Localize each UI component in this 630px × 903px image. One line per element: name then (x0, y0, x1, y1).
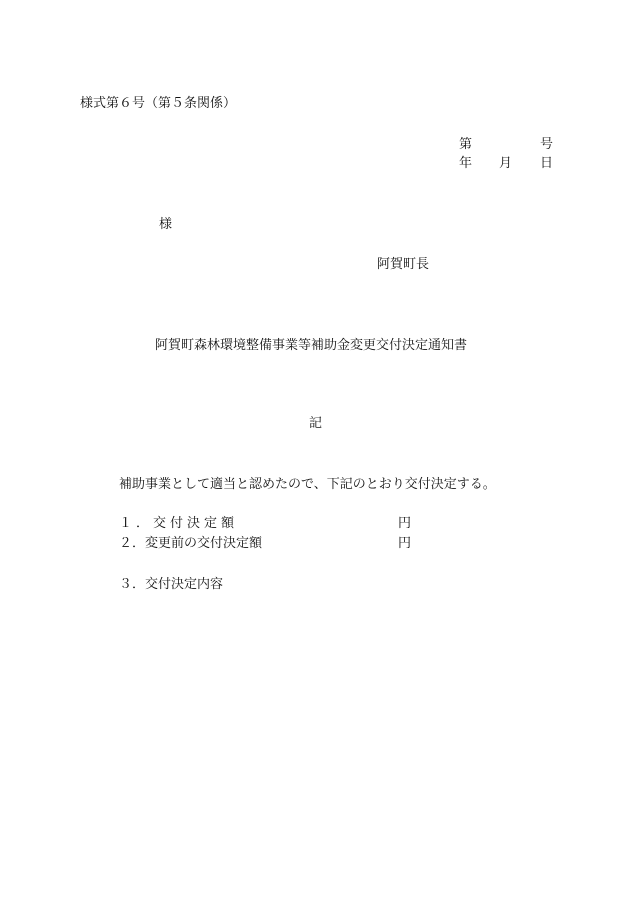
document-number-prefix: 第 (459, 137, 473, 152)
item-previous-grant-amount-label: ２．変更前の交付決定額 (119, 536, 263, 551)
item-grant-amount-label: １．交付決定額 (119, 516, 239, 531)
item-grant-amount-unit: 円 (398, 516, 412, 531)
ki-heading: 記 (309, 416, 323, 431)
document-number-suffix: 号 (540, 137, 554, 152)
item-grant-details-label: ３．交付決定内容 (119, 577, 224, 592)
intro-text: 補助事業として適当と認めたので、下記のとおり交付決定する。 (119, 477, 496, 492)
document-title: 阿賀町森林環境整備事業等補助金変更交付決定通知書 (155, 338, 468, 353)
issuer-name: 阿賀町長 (377, 257, 430, 272)
date-day: 日 (540, 156, 554, 171)
form-number: 様式第６号（第５条関係） (80, 96, 237, 111)
date-year: 年 (459, 156, 473, 171)
item-previous-grant-amount-unit: 円 (398, 536, 412, 551)
date-month: 月 (499, 156, 513, 171)
recipient-honorific: 様 (159, 217, 173, 232)
